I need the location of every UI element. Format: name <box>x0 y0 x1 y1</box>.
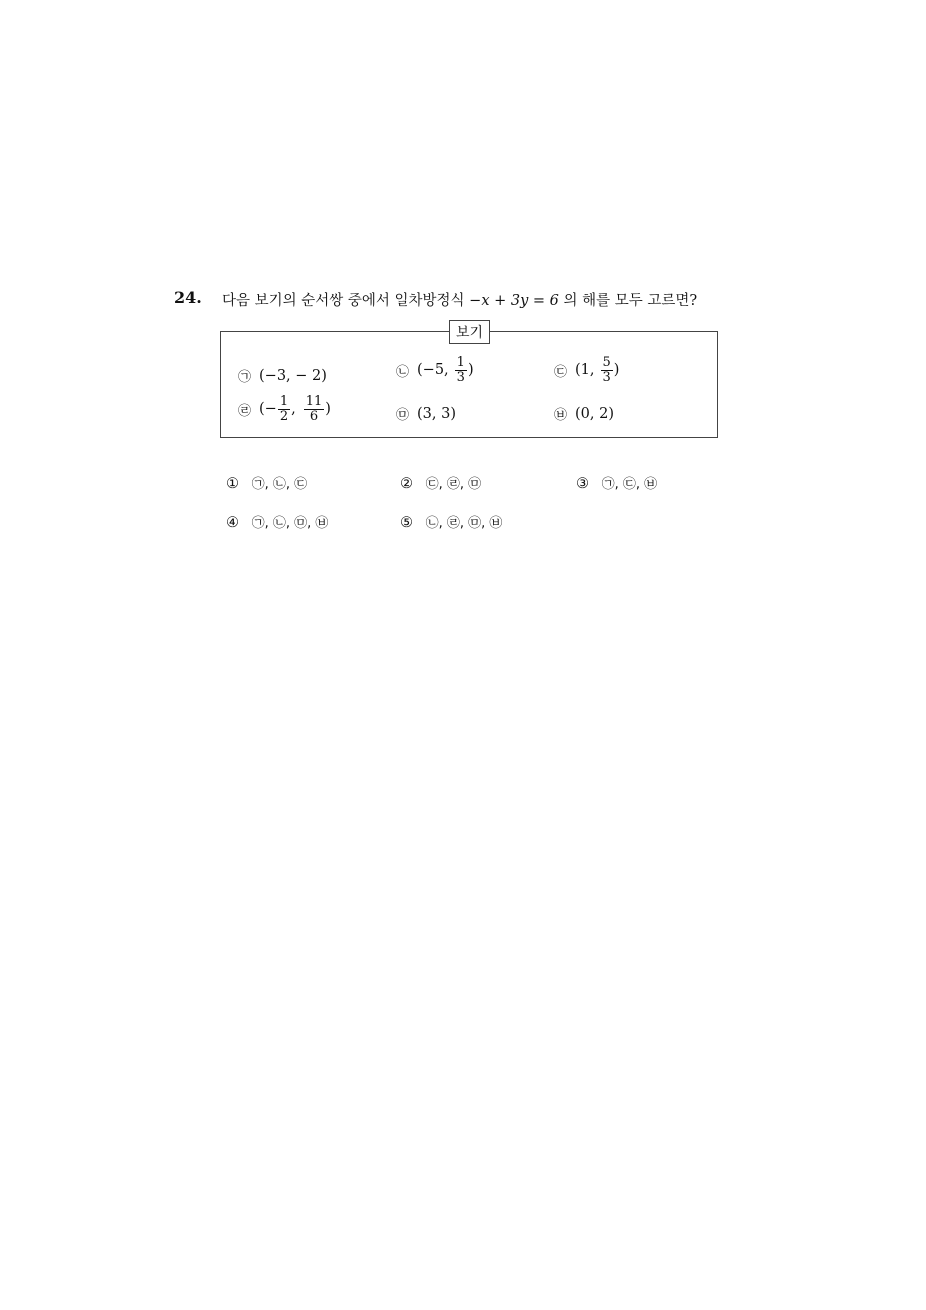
fraction-eleven-sixths <box>304 395 325 423</box>
mark-nieun: ㉡ <box>396 364 410 380</box>
bogi-label: 보기 <box>449 320 490 344</box>
fraction-one-half <box>278 395 290 423</box>
choice-number: ③ <box>576 476 589 492</box>
fraction-denominator: 3 <box>456 369 465 385</box>
choice-marks: ㉠, ㉡, ㉤, ㉥ <box>251 516 329 531</box>
choice-marks: ㉡, ㉣, ㉤, ㉥ <box>425 516 503 531</box>
mark-digeut: ㉢ <box>554 364 568 380</box>
fraction-denominator: 2 <box>279 408 289 424</box>
pair-nieun-open: (−5, <box>417 362 449 379</box>
answer-choice-1[interactable] <box>226 473 307 492</box>
mark-giyeok: ㉠ <box>238 370 252 385</box>
pair-giyeok: (−3, − 2) <box>259 367 327 384</box>
bogi-item-digeut <box>554 356 619 384</box>
bogi-item-nieun <box>396 356 474 384</box>
pair-rieul-open: (− <box>259 401 277 418</box>
answer-choice-2[interactable] <box>400 473 481 492</box>
question-text <box>222 289 697 310</box>
pair-mieum: (3, 3) <box>417 405 456 422</box>
choice-marks: ㉢, ㉣, ㉤ <box>425 477 482 492</box>
choice-number: ① <box>226 476 239 492</box>
bogi-item-bieup <box>554 404 614 423</box>
fraction-numerator: 5 <box>602 355 611 370</box>
fraction-numerator: 1 <box>456 355 465 370</box>
pair-rieul-separator: , <box>291 401 296 418</box>
choice-marks: ㉠, ㉡, ㉢ <box>251 477 308 492</box>
fraction-denominator: 6 <box>309 408 319 424</box>
question-text-after: 의 해를 모두 고르면? <box>563 293 698 309</box>
mark-mieum: ㉤ <box>396 408 410 423</box>
pair-rieul-close: ) <box>325 401 331 418</box>
answer-choice-5[interactable] <box>400 512 502 531</box>
fraction-five-thirds <box>601 356 613 384</box>
question-number: 24. <box>174 288 202 307</box>
mark-bieup: ㉥ <box>554 408 568 423</box>
equation: −x + 3y = 6 <box>469 293 559 309</box>
pair-bieup: (0, 2) <box>575 405 614 422</box>
choice-number: ⑤ <box>400 515 413 531</box>
choice-marks: ㉠, ㉢, ㉥ <box>601 477 658 492</box>
choice-number: ④ <box>226 515 239 531</box>
pair-digeut-close: ) <box>613 362 620 379</box>
fraction-one-third <box>455 356 467 384</box>
fraction-numerator: 1 <box>279 394 289 409</box>
pair-nieun-close: ) <box>467 362 474 379</box>
choice-number: ② <box>400 476 413 492</box>
bogi-item-mieum <box>396 404 456 423</box>
bogi-item-rieul <box>238 395 331 423</box>
fraction-denominator: 3 <box>602 369 611 385</box>
pair-digeut-open: (1, <box>575 362 595 379</box>
question-text-before: 다음 보기의 순서쌍 중에서 일차방정식 <box>222 293 465 309</box>
answer-choice-3[interactable] <box>576 473 657 492</box>
answer-choice-4[interactable] <box>226 512 328 531</box>
fraction-numerator: 11 <box>305 394 323 409</box>
mark-rieul: ㉣ <box>238 403 252 419</box>
bogi-item-giyeok <box>238 366 327 385</box>
